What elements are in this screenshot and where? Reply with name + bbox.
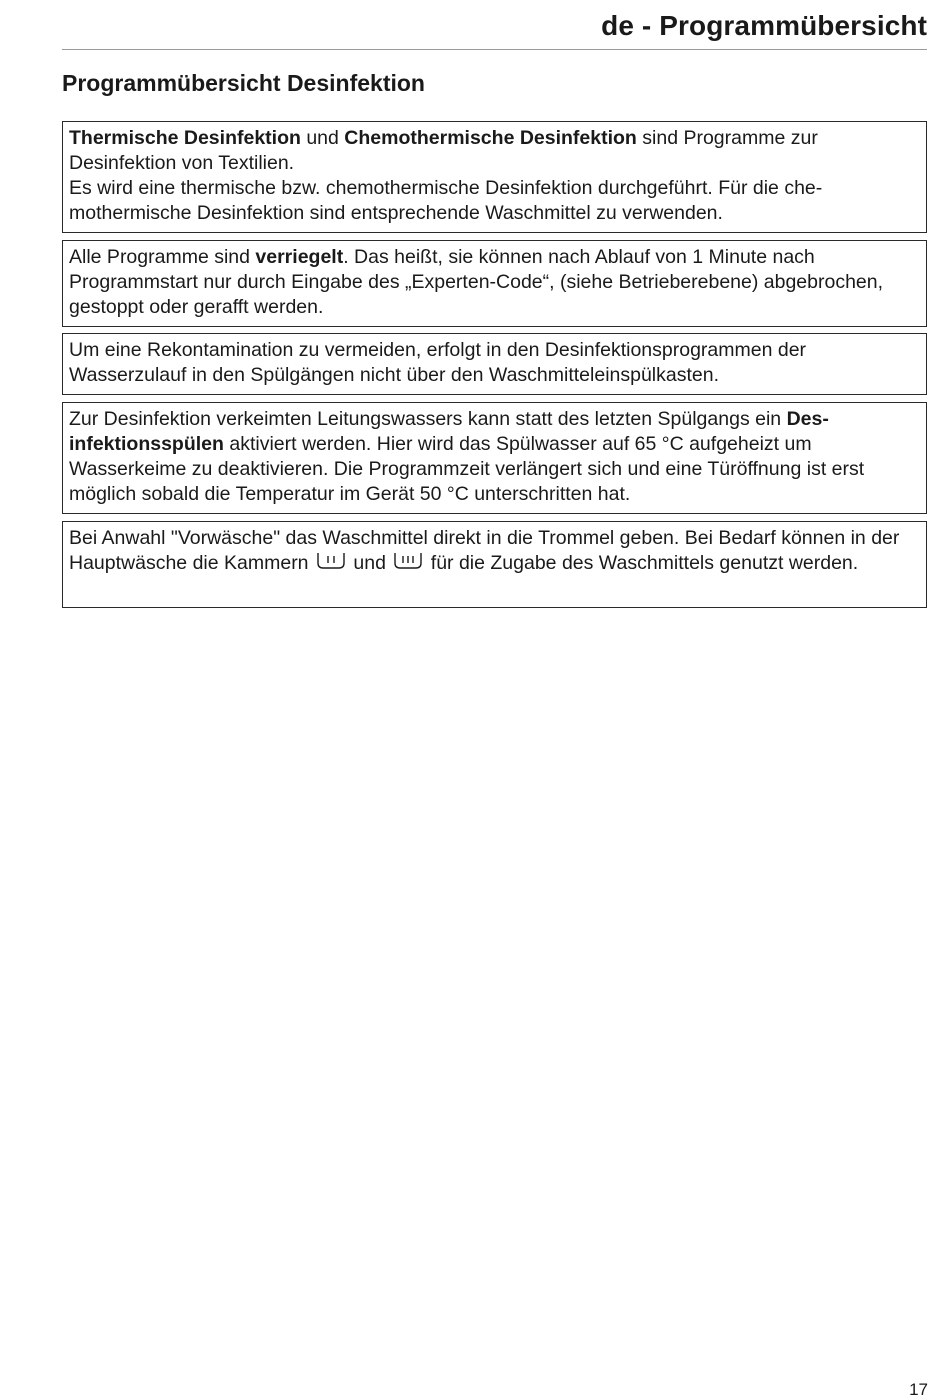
info-box-locked-programs [62,240,927,327]
info-box-recontamination [62,333,927,395]
note-text: . Das heißt, sie können nach Ablauf von 1 Minute nach Programmstart nur durch Eingabe des „Experten-Code“, (siehe Betrieberebene) abgebrochen, gestoppt oder gerafft werden. [69,246,884,318]
page-header [62,8,927,50]
bold-term: Chemothermische Desinfektion [344,127,637,149]
bold-term: Desinfektionsspülen [69,408,829,455]
note-paragraph [69,126,920,176]
note-paragraph [69,526,920,578]
note-paragraph: Es wird eine thermische bzw. chemothermische Desinfektion durchgeführt. Für die chemothermische Desinfektion sind entsprechende Waschmittel zu verwenden. [69,177,823,224]
note-text: Bei Anwahl "Vorwäsche" das Waschmittel direkt in die Trommel geben. Bei Bedarf können in der Hauptwäsche die Kammern [69,527,900,574]
detergent-chamber-II-icon [316,551,346,578]
bold-term: Thermische Desinfektion [69,127,301,149]
note-text: für die Zugabe des Waschmittels genutzt werden. [430,552,859,574]
note-text: und [300,127,345,149]
note-text: aktiviert werden. Hier wird das Spülwasser auf 65 °C aufgeheizt um Wasserkeime zu deaktivieren. Die Programmzeit verlängert sich und eine Türöffnung ist erst möglich sobald die Temperatur im Gerät 50 °C unterschritten hat. [69,433,865,505]
info-box-disinfection-programs [62,121,927,233]
detergent-chamber-III-icon [393,551,423,578]
note-text: sind Programme zur Desinfektion von Textilien. [69,127,818,174]
note-text: Alle Programme sind [69,246,256,268]
note-paragraph: Um eine Rekontamination zu vermeiden, erfolgt in den Desinfektionsprogrammen der Wasserzulauf in den Spülgängen nicht über den Waschmitteleinspülkasten. [69,339,807,386]
note-paragraph [69,245,920,320]
note-paragraph [69,407,920,507]
note-text: und [353,552,386,574]
note-text: Zur Desinfektion verkeimten Leitungswassers kann statt des letzten Spülgangs ein [69,408,787,430]
bold-term: verriegelt [255,246,344,268]
page-number: 17 [909,1380,928,1399]
section-title: Programmübersicht Desinfektion [62,70,425,96]
header-title: de - Programmübersicht [601,10,927,41]
info-box-disinfection-rinse [62,402,927,514]
info-box-prewash [62,521,927,608]
